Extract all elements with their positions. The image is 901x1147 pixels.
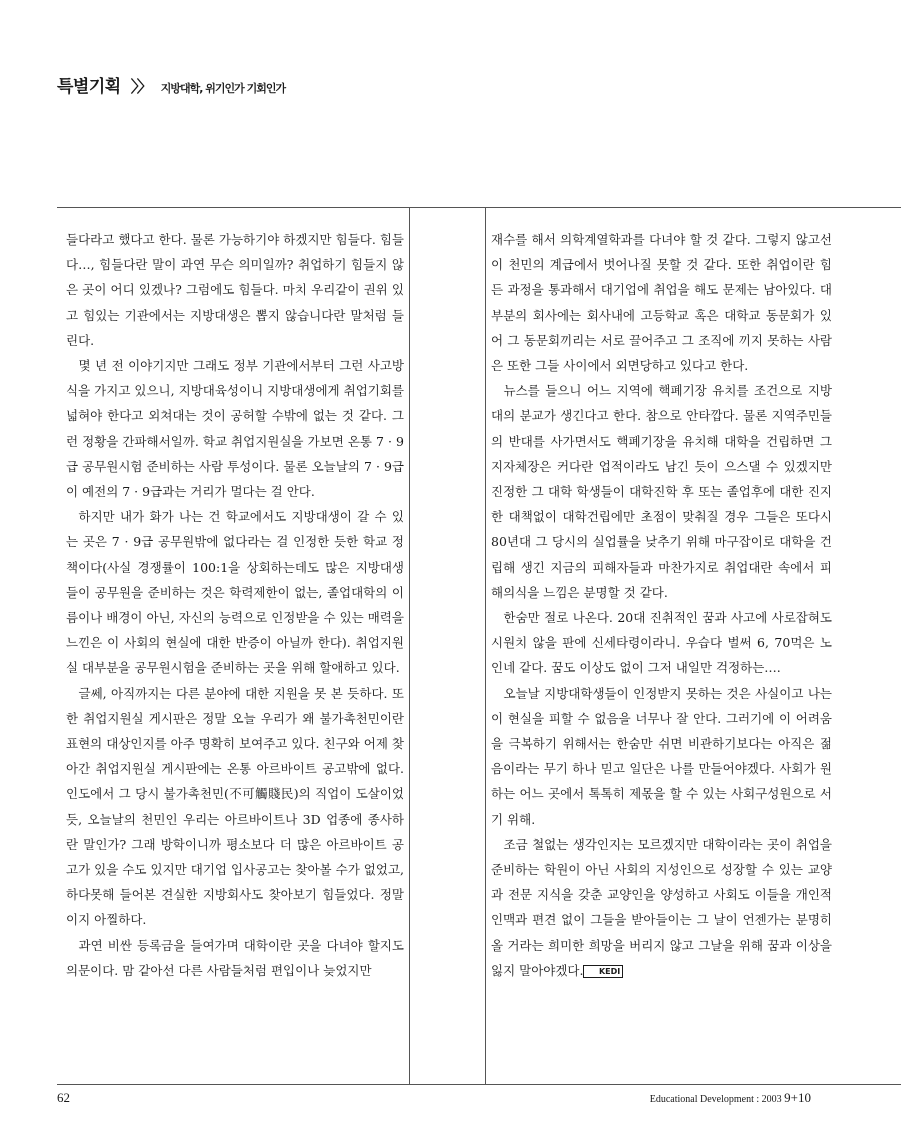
paragraph: 오늘날 지방대학생들이 인정받지 못하는 것은 사실이고 나는 이 현실을 피할 수 없음을 너무나 잘 안다. 그러기에 이 어려움을 극복하기 위해서는 한숨만 쉬면 비관하기보다는 아직은 젊음이라는 무기 하나 믿고 일단은 나를 만들어야겠다. 사회가 원하는 어느 곳에서 톡톡히 제몫을 할 수 있는 사회구성원으로 서기 위해.	[491, 685, 832, 827]
paragraph: 몇 년 전 이야기지만 그래도 정부 기관에서부터 그런 사고방식을 가지고 있으니, 지방대육성이니 지방대생에게 취업기회를 넓혀야 한다고 외쳐대는 것이 공허할 수밖에 없는 것 같다. 그런 정황을 간파해서일까. 학교 취업지원실을 가보면 온통 7 · 9급 공무원시험 준비하는 사람 투성이다. 물론 오늘날의 7 · 9급이 예전의 7 · 9급과는 거리가 멀다는 걸 안다.	[66, 358, 404, 500]
paragraph: 하지만 내가 화가 나는 건 학교에서도 지방대생이 갈 수 있는 곳은 7 · 9급 공무원밖에 없다라는 걸 인정한 듯한 학교 정책이다(사실 경쟁률이 100:1을 상회하는데도 많은 지방대생들이 공무원을 준비하는 것은 학력제한이 없는, 졸업대학의 이름이나 배경이 아닌, 자신의 능력으로 인정받을 수 있는 매력을 느낀은 이 사회의 현실에 대한 반증이 아닐까 한다). 취업지원실 대부분을 공무원시험을 준비하는 곳을 위해 할애하고 있다.	[66, 509, 404, 676]
left-column	[66, 227, 404, 983]
paragraph: 한숨만 절로 나온다. 20대 진취적인 꿈과 사고에 사로잡혀도 시원치 않을 판에 신세타령이라니. 우습다 벌써 6, 70먹은 노인네 같다. 꿈도 이상도 없이 그저 내일만 걱정하는….	[491, 610, 832, 676]
bottom-divider	[57, 1084, 901, 1085]
journal-name: Educational Development : 2003	[649, 1094, 782, 1105]
paragraph: 재수를 해서 의학계열학과를 다녀야 할 것 같다. 그렇지 않고선 이 천민의 계급에서 벗어나질 못할 것 같다. 또한 취업이란 힘든 과정을 통과해서 대기업에 취업을 해도 문제는 남아있다. 대부분의 회사에는 회사내에 고등학교 혹은 대학교 동문회가 있어 그 동문회끼리는 서로 끌어주고 그 조직에 끼지 못하는 사람은 또한 그들 사이에서 외면당하고 있다고 한다.	[491, 232, 832, 374]
paragraph: 글쎄, 아직까지는 다른 분야에 대한 지원을 못 본 듯하다. 또한 취업지원실 게시판은 정말 오늘 우리가 왜 불가촉천민이란 표현의 대상인지를 아주 명확히 보여주고 있다. 친구와 어제 찾아간 취업지원실 게시판에는 온통 아르바이트 공고밖에 없다. 인도에서 그 당시 불가촉천민(不可觸賤民)의 직업이 도살이었듯, 오늘날의 천민인 우리는 아르바이트나 3D 업종에 종사하란 말인가? 그래 방학이니까 평소보다 더 많은 아르바이트 공고가 있을 수도 있지만 대기업 입사공고는 찾아볼 수가 없었고, 하다못해 들어본 견실한 지방회사도 찾아보기 힘들었다. 정말이지 아찔하다.	[66, 685, 404, 928]
page-number: 62	[57, 1090, 70, 1105]
section-subtitle: 지방대학, 위기인가 기회인가	[160, 82, 286, 95]
column-divider-right	[485, 208, 486, 1084]
kedi-end-mark-icon: KEDI	[583, 965, 623, 978]
top-divider	[57, 207, 901, 208]
paragraph: 과연 비싼 등록금을 들여가며 대학이란 곳을 다녀야 할지도 의문이다. 맘 같아선 다른 사람들처럼 편입이나 늦었지만	[66, 937, 404, 978]
paragraph: 들다라고 했다고 한다. 물론 가능하기야 하겠지만 힘들다. 힘들다…, 힘들다란 말이 과연 무슨 의미일까? 취업하기 힘들지 않은 곳이 어디 있겠나? 그럼에도 힘들다. 마치 우리같이 권위 있고 힘있는 기관에서는 지방대생은 뽑지 않습니다란 말처럼 들린다.	[66, 232, 404, 348]
column-divider-left	[409, 208, 410, 1084]
chevron-right-icon: 〉〉	[130, 77, 151, 96]
paragraph	[491, 832, 832, 983]
journal-footer	[650, 1090, 811, 1106]
section-title: 특별기획	[57, 77, 121, 97]
paragraph: 뉴스를 들으니 어느 지역에 핵폐기장 유치를 조건으로 지방대의 분교가 생긴다고 한다. 참으로 안타깝다. 물론 지역주민들의 반대를 사가면서도 핵폐기장을 유치해 대학을 건립하면 그 지자체장은 커다란 업적이라도 남긴 듯이 으스댈 수 있겠지만 진정한 그 대학 학생들이 대학진학 후 또는 졸업후에 대한 진지한 대책없이 대학건립에만 초점이 맞춰질 경우 그들은 또다시 80년대 그 당시의 실업률을 낮추기 위해 마구잡이로 대학을 건립해 생긴 지금의 피해자들과 마찬가지로 취업대란 속에서 피해의식을 느낌은 분명할 것 같다.	[491, 383, 832, 600]
issue-number: 9+10	[784, 1090, 811, 1105]
right-column	[491, 227, 832, 983]
paragraph-text: 조금 철없는 생각인지는 모르겠지만 대학이라는 곳이 취업을 준비하는 학원이 아닌 사회의 지성인으로 성장할 수 있는 교양과 전문 지식을 갖춘 교양인을 양성하고 사회도 이들을 개인적 인맥과 편견 없이 그들을 받아들이는 그 날이 언젠가는 분명히 올 거라는 희미한 희망을 버리지 않고 그날을 위해 꿈과 이상을 잃지 말아야겠다.	[491, 836, 832, 978]
section-header	[57, 72, 897, 98]
